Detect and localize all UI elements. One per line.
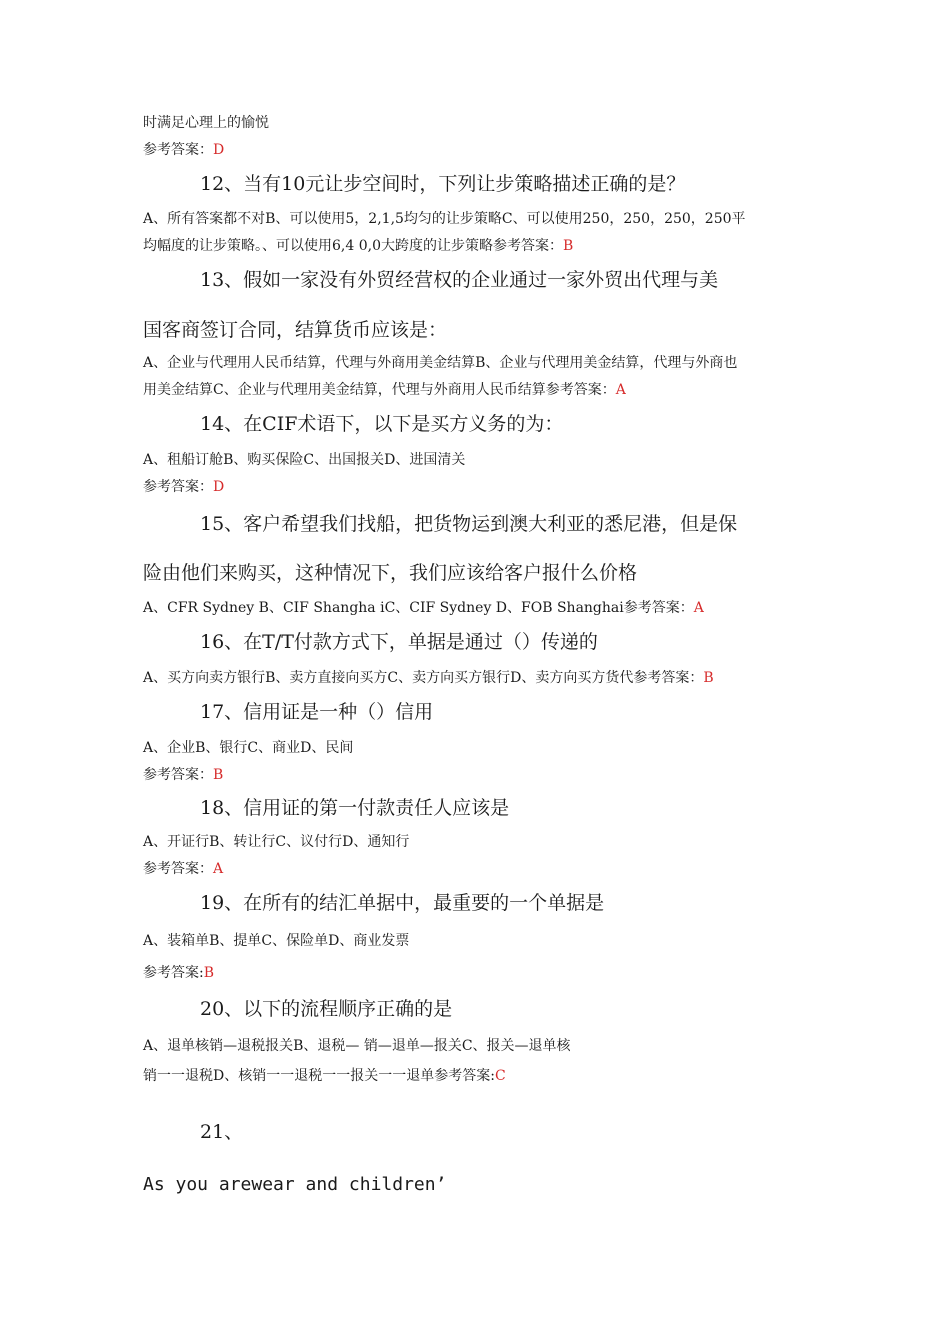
options-line: A、装箱单B、提单C、保险单D、商业发票 — [143, 933, 410, 949]
question-21: 21、 — [200, 1121, 244, 1143]
question-14: 14、在CIF术语下，以下是买方义务的为： — [200, 413, 564, 435]
question-18: 18、信用证的第一付款责任人应该是 — [200, 797, 510, 819]
answer-value: C — [494, 1068, 506, 1084]
english-text-line: As you arewear and children’ — [143, 1174, 447, 1195]
answer-line — [143, 141, 224, 159]
question-15-continued: 险由他们来购买，这种情况下，我们应该给客户报什么价格 — [143, 562, 638, 584]
options-line — [143, 669, 714, 687]
question-17: 17、信用证是一种（）信用 — [200, 701, 434, 723]
options-line: A、退单核销—退税报关B、退税— 销—退单—报关C、报关—退单核 — [143, 1038, 571, 1054]
answer-value: D — [213, 479, 225, 495]
options-text: 均幅度的让步策略。、可以使用6,4 0,0大跨度的让步策略参考答案： — [143, 238, 563, 254]
answer-line — [143, 860, 223, 878]
options-text: 销一一退税D、核销一一退税一一报关一一退单参考答案: — [143, 1068, 495, 1084]
options-text: A、CFR Sydney B、CIF Shangha iC、CIF Sydney D、FOB Shanghai参考答案： — [143, 600, 694, 616]
answer-value: B — [562, 238, 574, 254]
question-13: 13、假如一家没有外贸经营权的企业通过一家外贸出代理与美 — [200, 269, 719, 291]
answer-value: A — [213, 861, 224, 877]
options-line — [143, 1067, 506, 1085]
options-line: A、租船订舱B、购买保险C、出国报关D、进国清关 — [143, 452, 466, 468]
options-line: A、所有答案都不对B、可以使用5，2,1,5均匀的让步策略C、可以使用250，250，250，250平 — [143, 211, 746, 227]
answer-label: 参考答案： — [143, 861, 213, 877]
options-line: A、企业与代理用人民币结算，代理与外商用美金结算B、企业与代理用美金结算，代理与外商也 — [143, 355, 738, 371]
answer-label: 参考答案： — [143, 479, 213, 495]
answer-label: 参考答案： — [143, 767, 213, 783]
answer-value: D — [213, 142, 225, 158]
options-line: A、开证行B、转让行C、议付行D、通知行 — [143, 834, 410, 850]
question-20: 20、以下的流程顺序正确的是 — [200, 998, 453, 1020]
answer-value: B — [203, 965, 215, 981]
answer-value: B — [213, 767, 224, 783]
answer-line — [143, 478, 224, 496]
question-12: 12、当有10元让步空间时，下列让步策略描述正确的是？ — [200, 173, 686, 195]
answer-label: 参考答案： — [143, 142, 213, 158]
question-15: 15、客户希望我们找船，把货物运到澳大利亚的悉尼港，但是保 — [200, 513, 738, 535]
answer-label: 参考答案: — [143, 965, 204, 981]
answer-line — [143, 964, 214, 982]
answer-line — [143, 766, 223, 784]
answer-value: A — [615, 382, 626, 398]
options-text: A、买方向卖方银行B、卖方直接向买方C、卖方向买方银行D、卖方向买方货代参考答案： — [143, 670, 704, 686]
options-text: 用美金结算C、企业与代理用美金结算，代理与外商用人民币结算参考答案： — [143, 382, 616, 398]
options-line — [143, 599, 704, 617]
options-line: A、企业B、银行C、商业D、民间 — [143, 740, 354, 756]
options-line — [143, 381, 626, 399]
options-line — [143, 237, 573, 255]
question-19: 19、在所有的结汇单据中，最重要的一个单据是 — [200, 892, 605, 914]
text-line: 时满足心理上的愉悦 — [143, 115, 269, 131]
question-16: 16、在T/T付款方式下，单据是通过（）传递的 — [200, 631, 598, 653]
answer-value: B — [703, 670, 714, 686]
question-13-continued: 国客商签订合同，结算货币应该是： — [143, 319, 448, 341]
answer-value: A — [693, 600, 704, 616]
